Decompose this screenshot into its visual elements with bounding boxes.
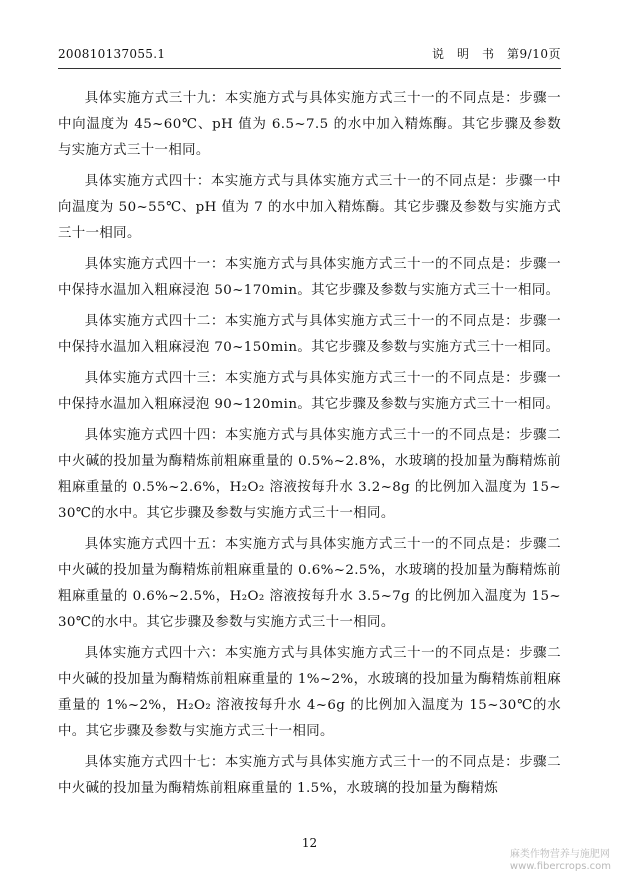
paragraph-embodiment-42: 具体实施方式四十二：本实施方式与具体实施方式三十一的不同点是：步骤一中保持水温加入粗麻浸泡 70~150min。其它步骤及参数与实施方式三十一相同。 [58,314,561,355]
page-header [58,44,561,64]
patent-number: 200810137055.1 [58,47,166,61]
paragraph-embodiment-41: 具体实施方式四十一：本实施方式与具体实施方式三十一的不同点是：步骤一中保持水温加入粗麻浸泡 50~170min。其它步骤及参数与实施方式三十一相同。 [58,257,561,298]
paragraph-embodiment-47: 具体实施方式四十七：本实施方式与具体实施方式三十一的不同点是：步骤二中火碱的投加量为酶精炼前粗麻重量的 1.5%，水玻璃的投加量为酶精炼 [58,755,561,796]
site-watermark [510,849,611,873]
section-and-page-label: 说 明 书 第9/10页 [432,47,561,61]
body-text [58,86,561,807]
paragraph-embodiment-40: 具体实施方式四十：本实施方式与具体实施方式三十一的不同点是：步骤一中向温度为 50~55℃、pH 值为 7 的水中加入精炼酶。其它步骤及参数与实施方式三十一相同。 [58,174,561,241]
paragraph-embodiment-45: 具体实施方式四十五：本实施方式与具体实施方式三十一的不同点是：步骤二中火碱的投加量为酶精炼前粗麻重量的 0.6%~2.5%，水玻璃的投加量为酶精炼前粗麻重量的 0.6%~2.5%，H₂O₂ 溶液按每升水 3.5~7g 的比例加入温度为 15~30℃的水中。其它步骤及参数与实施方式三十一相同。 [58,537,561,630]
paragraph-embodiment-39: 具体实施方式三十九：本实施方式与具体实施方式三十一的不同点是：步骤一中向温度为 45~60℃、pH 值为 6.5~7.5 的水中加入精炼酶。其它步骤及参数与实施方式三十一相同。 [58,91,561,158]
paragraph-embodiment-43: 具体实施方式四十三：本实施方式与具体实施方式三十一的不同点是：步骤一中保持水温加入粗麻浸泡 90~120min。其它步骤及参数与实施方式三十一相同。 [58,371,561,412]
paragraph-embodiment-46: 具体实施方式四十六：本实施方式与具体实施方式三十一的不同点是：步骤二中火碱的投加量为酶精炼前粗麻重量的 1%~2%，水玻璃的投加量为酶精炼前粗麻重量的 1%~2%，H₂O₂ 溶液按每升水 4~6g 的比例加入温度为 15~30℃的水中。其它步骤及参数与实施方式三十一相同。 [58,646,561,739]
watermark-site-name: 麻类作物营养与施肥网 [509,849,610,860]
watermark-url: www.fibercrops.com [509,861,611,872]
page-number: 12 [301,836,318,850]
header-divider [58,68,561,69]
paragraph-embodiment-44: 具体实施方式四十四：本实施方式与具体实施方式三十一的不同点是：步骤二中火碱的投加量为酶精炼前粗麻重量的 0.5%~2.8%，水玻璃的投加量为酶精炼前粗麻重量的 0.5%~2.6%，H₂O₂ 溶液按每升水 3.2~8g 的比例加入温度为 15~30℃的水中。其它步骤及参数与实施方式三十一相同。 [58,428,561,521]
